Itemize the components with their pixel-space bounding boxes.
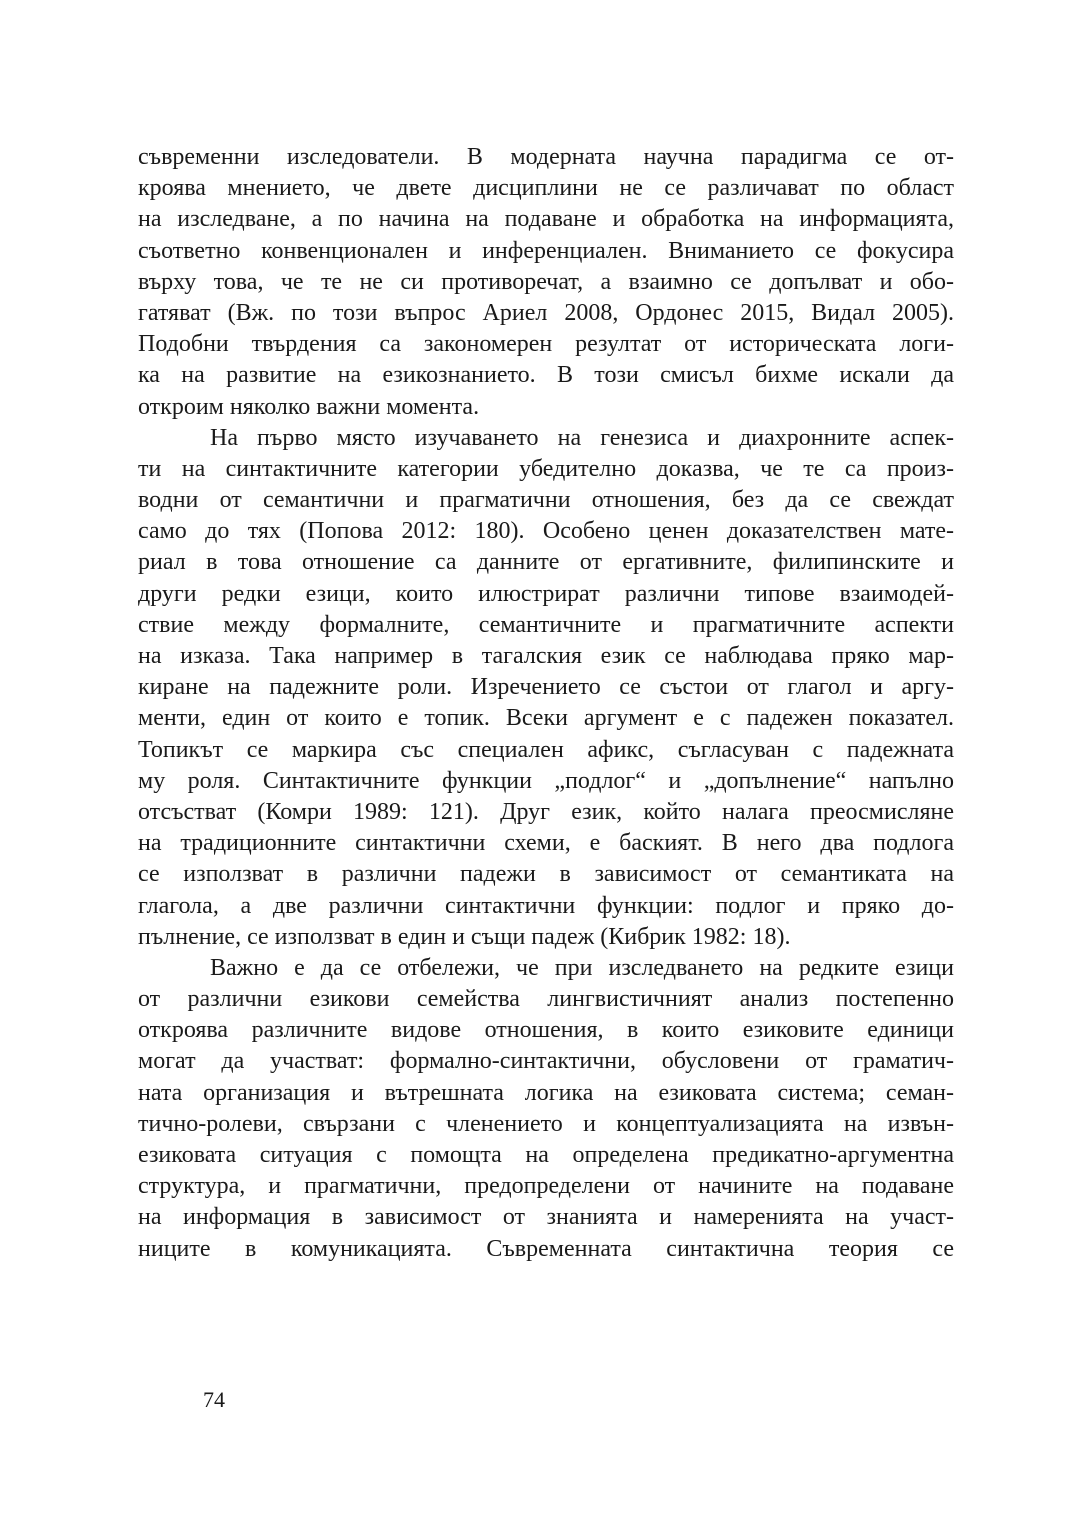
text-line: Подобни твърдения са закономерен резултат от историческата логи-: [138, 331, 954, 358]
text-line: киране на падежните роли. Изречението се състои от глагол и аргу-: [138, 674, 954, 701]
text-line: върху това, че те не си противоречат, а взаимно се допълват и обо-: [138, 268, 954, 295]
text-line: езиковата ситуация с помощта на определена предикатно-аргументна: [138, 1142, 954, 1168]
text-line: структура, и прагматични, предопределени от начините на подаване: [138, 1173, 954, 1200]
text-line: ти на синтактичните категории убедително доказва, че те са произ-: [138, 455, 954, 482]
text-line: кроява мнението, че двете дисциплини не се различават по област: [138, 175, 954, 202]
text-line: ка на развитие на езикознанието. В този смисъл бихме искали да: [138, 362, 954, 389]
text-line: менти, един от които е топик. Всеки аргумент е с падежен показател.: [138, 705, 954, 732]
text-line: ствие между формалните, семантичните и прагматичните аспекти: [138, 611, 954, 638]
text-line: гатяват (Вж. по този въпрос Ариел 2008, Ордонес 2015, Видал 2005).: [138, 299, 954, 326]
page-body: [138, 142, 954, 1265]
paragraph-3: [138, 953, 954, 1265]
text-line: могат да участват: формално-синтактични, обусловени от граматич-: [138, 1048, 954, 1075]
text-line: само до тях (Попова 2012: 180). Особено ценен доказателствен мате-: [138, 518, 954, 545]
text-line: водни от семантични и прагматични отношения, без да се свеждат: [138, 487, 954, 514]
text-line: тично-ролеви, свързани с членението и концептуализацията на извън-: [138, 1110, 954, 1137]
text-line: други редки езици, които илюстрират различни типове взаимодей-: [138, 580, 954, 607]
text-line: Топикът се маркира със специален афикс, съгласуван с падежната: [138, 736, 954, 763]
page-number: 74: [203, 1387, 225, 1412]
text-line: глагола, а две различни синтактични функции: подлог и пряко до-: [138, 892, 954, 919]
text-line: му роля. Синтактичните функции „подлог“ и „допълнение“ напълно: [138, 767, 954, 794]
text-line: съответно конвенционален и инференциален. Вниманието се фокусира: [138, 237, 954, 264]
text-line: на изказа. Така например в тагалския език се наблюдава пряко мар-: [138, 643, 954, 669]
text-line: Важно е да се отбележи, че при изследването на редките езици: [210, 954, 954, 981]
text-line: риал в това отношение са данните от ергативните, филипинските и: [138, 549, 954, 576]
text-line: съвременни изследователи. В модерната научна парадигма се от-: [138, 144, 954, 170]
text-line: ната организация и вътрешната логика на езиковата система; семан-: [138, 1079, 954, 1106]
text-line: На първо място изучаването на генезиса и диахронните аспек-: [210, 424, 954, 451]
text-line: откроява различните видове отношения, в които езиковите единици: [138, 1017, 954, 1044]
text-line: откроим няколко важни момента.: [138, 393, 480, 420]
text-line: отсъстват (Комри 1989: 121). Друг език, който налага преосмисляне: [138, 798, 954, 825]
text-line: на традиционните синтактични схеми, е баският. В него два подлога: [138, 830, 954, 857]
text-line: се използват в различни падежи в зависимост от семантиката на: [138, 861, 954, 888]
text-line: ниците в комуникацията. Съвременната синтактична теория се: [138, 1235, 954, 1262]
paragraph-2: [138, 423, 954, 953]
paragraph-1: [138, 142, 954, 423]
text-line: на информация в зависимост от знанията и намеренията на участ-: [138, 1204, 954, 1231]
text-line: пълнение, се използват в един и същи падеж (Кибрик 1982: 18).: [138, 923, 791, 950]
text-line: от различни езикови семейства лингвистичният анализ постепенно: [138, 986, 954, 1013]
text-line: на изследване, а по начина на подаване и обработка на информацията,: [138, 206, 954, 233]
